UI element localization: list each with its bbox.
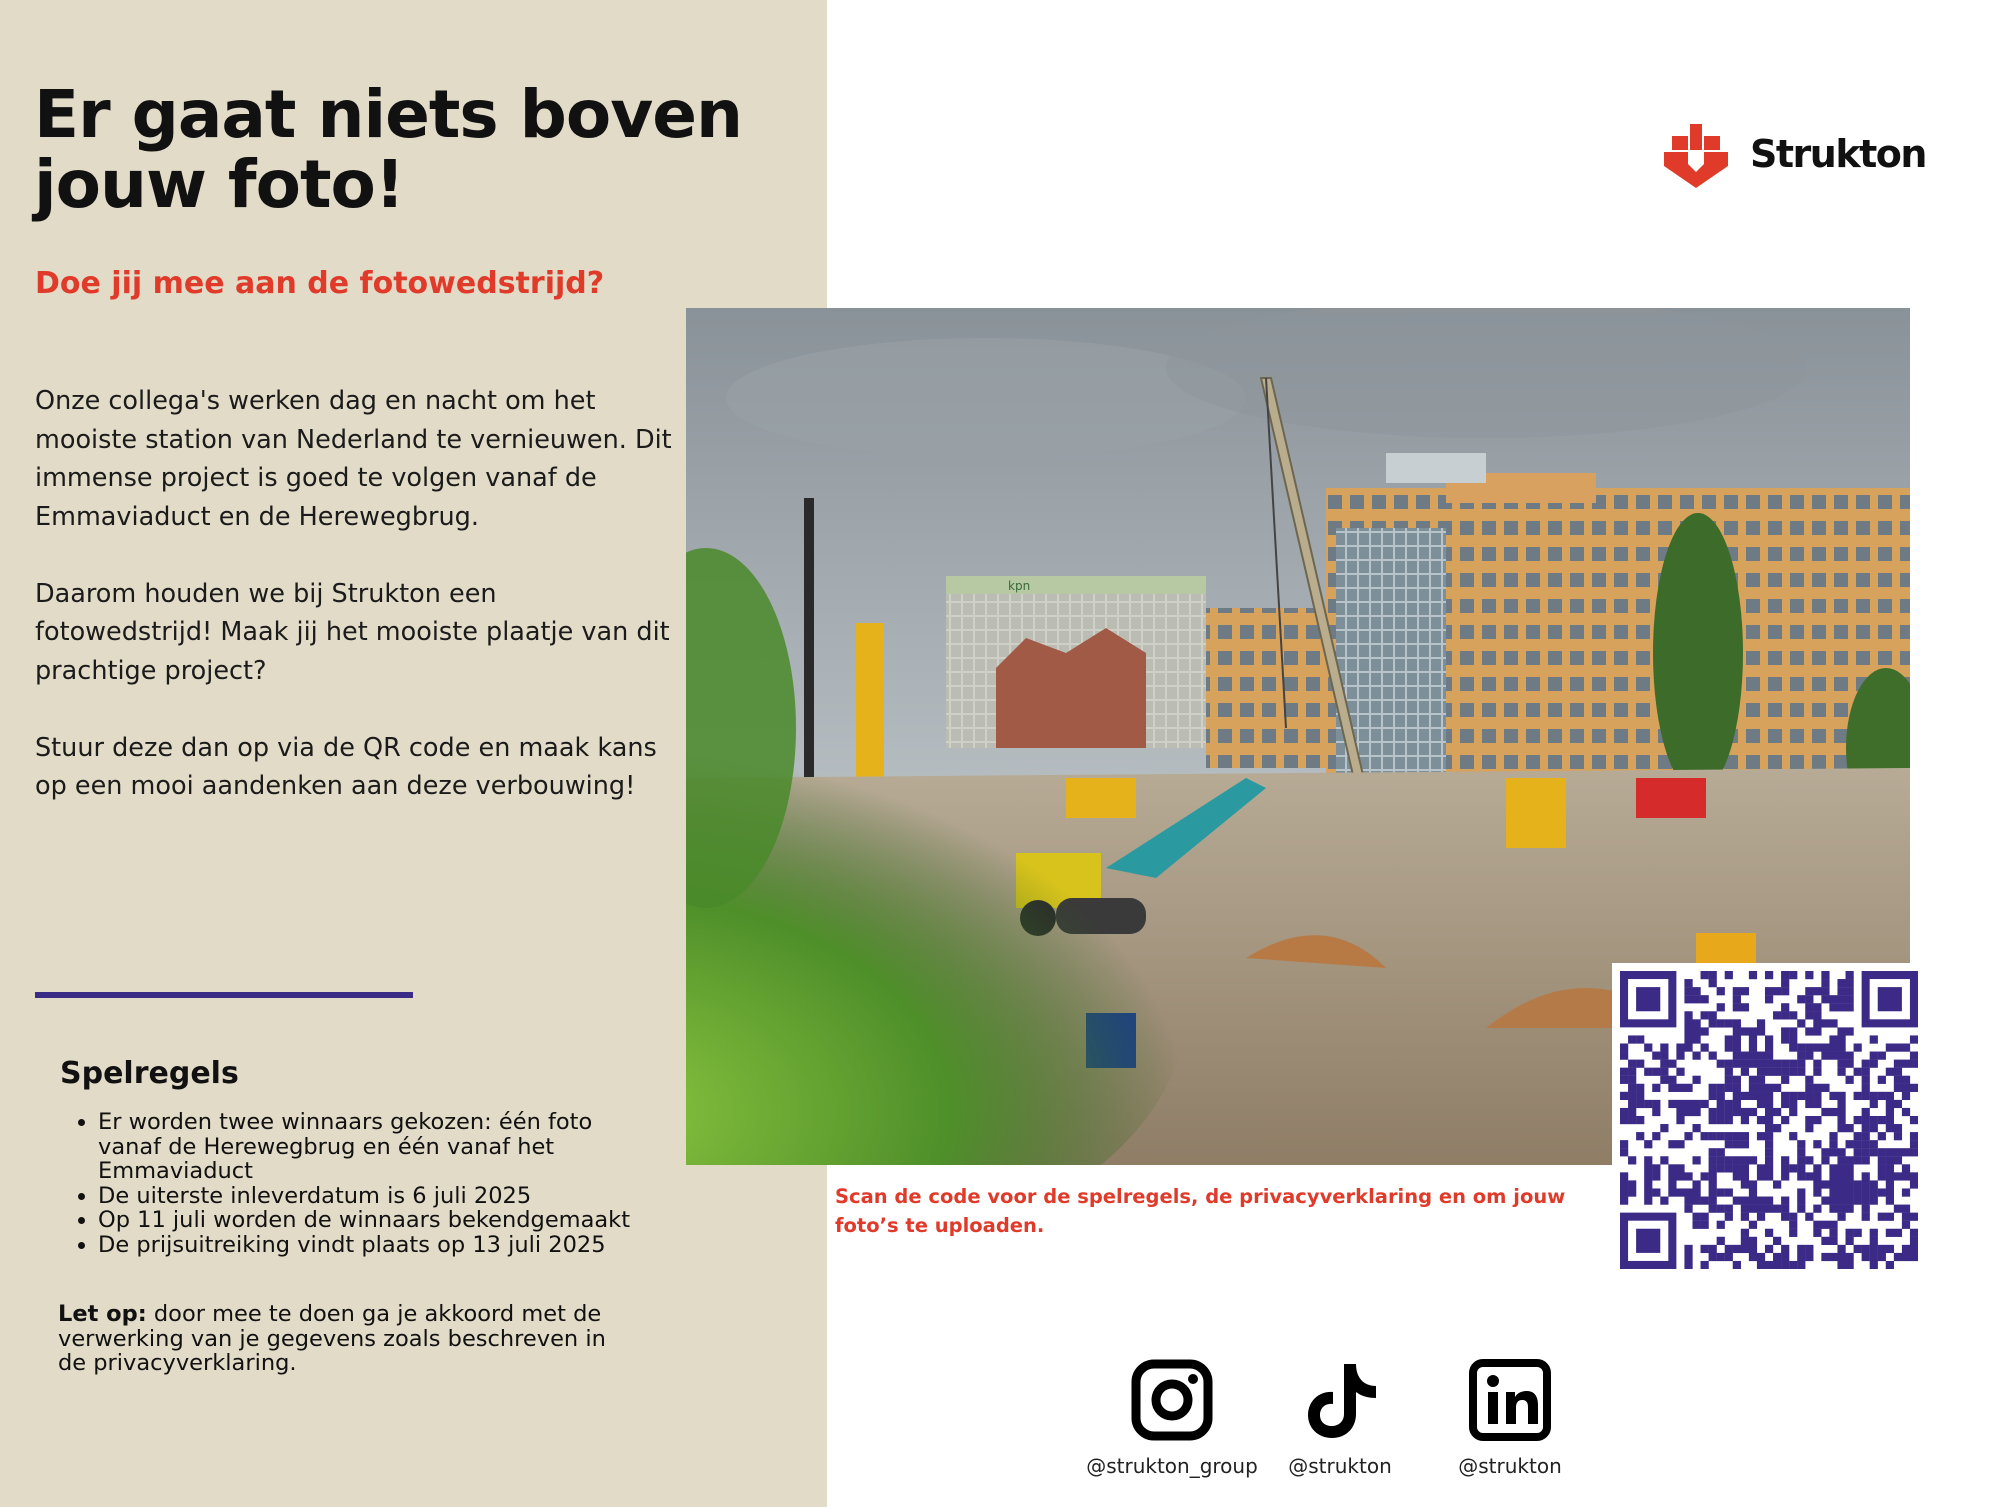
instagram-handle[interactable]: @strukton_group bbox=[1086, 1454, 1258, 1478]
strukton-logo-icon bbox=[1662, 120, 1730, 190]
scan-instructions: Scan de code voor de spelregels, de privacyverklaring en om jouw foto’s te uploaden. bbox=[835, 1185, 1566, 1237]
tiktok-handle[interactable]: @strukton bbox=[1288, 1454, 1392, 1478]
kpn-sign: kpn bbox=[1008, 579, 1031, 593]
rules-list bbox=[60, 1110, 658, 1257]
instagram-icon bbox=[1130, 1358, 1214, 1442]
qr-code-graphic bbox=[1620, 971, 1918, 1269]
rule-item: • De uiterste inleverdatum is 6 juli 2025 bbox=[98, 1184, 658, 1209]
privacy-note bbox=[58, 1302, 618, 1376]
rule-item: • Er worden twee winnaars gekozen: één foto vanaf de Herewegbrug en één vanaf het Emmaviaduct bbox=[98, 1110, 658, 1184]
rules-title: Spelregels bbox=[60, 1056, 239, 1091]
intro-paragraph: Stuur deze dan op via de QR code en maak kans op een mooi aandenken aan deze verbouwing! bbox=[35, 732, 657, 801]
strukton-logo bbox=[1662, 120, 1962, 190]
social-linkedin[interactable] bbox=[1420, 1358, 1600, 1478]
social-instagram[interactable] bbox=[1082, 1358, 1262, 1478]
tiktok-icon bbox=[1298, 1358, 1382, 1442]
intro-text bbox=[35, 382, 675, 844]
intro-paragraph: Onze collega's werken dag en nacht om het mooiste station van Nederland te vernieuwen. Dit immense project is goed te volgen vanaf de Emmaviaduct en de Herewegbrug. bbox=[35, 386, 672, 532]
rule-item: • De prijsuitreiking vindt plaats op 13 juli 2025 bbox=[98, 1233, 658, 1258]
headline: Er gaat niets boven jouw foto! bbox=[34, 76, 742, 223]
logo-wordmark: Strukton bbox=[1750, 132, 1926, 176]
note-label: Let op: bbox=[58, 1301, 147, 1327]
rule-item: • Op 11 juli worden de winnaars bekendgemaakt bbox=[98, 1208, 658, 1233]
qr-code[interactable] bbox=[1612, 963, 1926, 1277]
linkedin-handle[interactable]: @strukton bbox=[1458, 1454, 1562, 1478]
note-text: door mee te doen ga je akkoord met de verwerking van je gegevens zoals beschreven in de privacyverklaring. bbox=[58, 1301, 606, 1376]
intro-paragraph: Daarom houden we bij Strukton een fotowedstrijd! Maak jij het mooiste plaatje van dit prachtige project? bbox=[35, 578, 670, 686]
social-tiktok[interactable] bbox=[1250, 1358, 1430, 1478]
subheadline: Doe jij mee aan de fotowedstrijd? bbox=[35, 266, 605, 301]
divider bbox=[35, 992, 413, 998]
linkedin-icon bbox=[1468, 1358, 1552, 1442]
